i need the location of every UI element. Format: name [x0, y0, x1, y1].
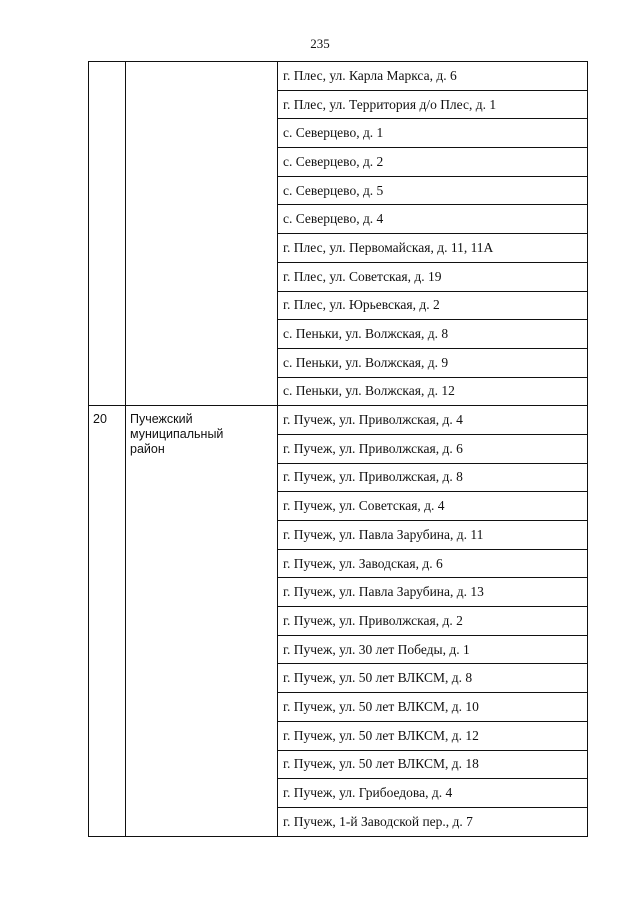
- address-cell: с. Северцево, д. 1: [278, 119, 588, 148]
- address-cell: г. Пучеж, ул. Заводская, д. 6: [278, 549, 588, 578]
- address-cell: с. Северцево, д. 2: [278, 148, 588, 177]
- address-cell: г. Пучеж, ул. Приволжская, д. 2: [278, 607, 588, 636]
- address-cell: г. Пучеж, ул. Павла Зарубина, д. 13: [278, 578, 588, 607]
- district-cell: [126, 406, 278, 836]
- address-cell: г. Плес, ул. Карла Маркса, д. 6: [278, 62, 588, 91]
- address-cell: г. Пучеж, ул. Павла Зарубина, д. 11: [278, 521, 588, 550]
- row-number-cell: [89, 62, 126, 406]
- address-cell: с. Северцево, д. 5: [278, 176, 588, 205]
- address-cell: с. Северцево, д. 4: [278, 205, 588, 234]
- address-cell: г. Плес, ул. Советская, д. 19: [278, 262, 588, 291]
- page-number: 235: [310, 36, 330, 51]
- address-cell: г. Пучеж, ул. Советская, д. 4: [278, 492, 588, 521]
- address-cell: с. Пеньки, ул. Волжская, д. 9: [278, 348, 588, 377]
- address-cell: г. Пучеж, ул. 50 лет ВЛКСМ, д. 12: [278, 721, 588, 750]
- address-cell: г. Пучеж, ул. Приволжская, д. 8: [278, 463, 588, 492]
- address-cell: с. Пеньки, ул. Волжская, д. 12: [278, 377, 588, 406]
- address-cell: г. Пучеж, ул. 50 лет ВЛКСМ, д. 18: [278, 750, 588, 779]
- district-cell: [126, 62, 278, 406]
- address-cell: г. Пучеж, ул. Приволжская, д. 4: [278, 406, 588, 435]
- address-cell: г. Пучеж, ул. Приволжская, д. 6: [278, 434, 588, 463]
- address-cell: г. Пучеж, ул. Грибоедова, д. 4: [278, 779, 588, 808]
- table-row: [89, 62, 588, 91]
- district-name-line: район: [130, 442, 165, 457]
- address-cell: г. Плес, ул. Первомайская, д. 11, 11А: [278, 234, 588, 263]
- address-cell: г. Плес, ул. Территория д/о Плес, д. 1: [278, 90, 588, 119]
- address-table-body: [89, 62, 588, 837]
- row-number-cell: 20: [89, 406, 126, 836]
- address-cell: с. Пеньки, ул. Волжская, д. 8: [278, 320, 588, 349]
- address-cell: г. Пучеж, 1-й Заводской пер., д. 7: [278, 807, 588, 836]
- district-name-line: Пучежский: [130, 412, 193, 427]
- address-cell: г. Пучеж, ул. 50 лет ВЛКСМ, д. 8: [278, 664, 588, 693]
- district-name-line: муниципальный: [130, 427, 224, 442]
- table-row: [89, 406, 588, 435]
- address-table: [88, 61, 588, 837]
- address-cell: г. Пучеж, ул. 50 лет ВЛКСМ, д. 10: [278, 693, 588, 722]
- address-cell: г. Пучеж, ул. 30 лет Победы, д. 1: [278, 635, 588, 664]
- address-cell: г. Плес, ул. Юрьевская, д. 2: [278, 291, 588, 320]
